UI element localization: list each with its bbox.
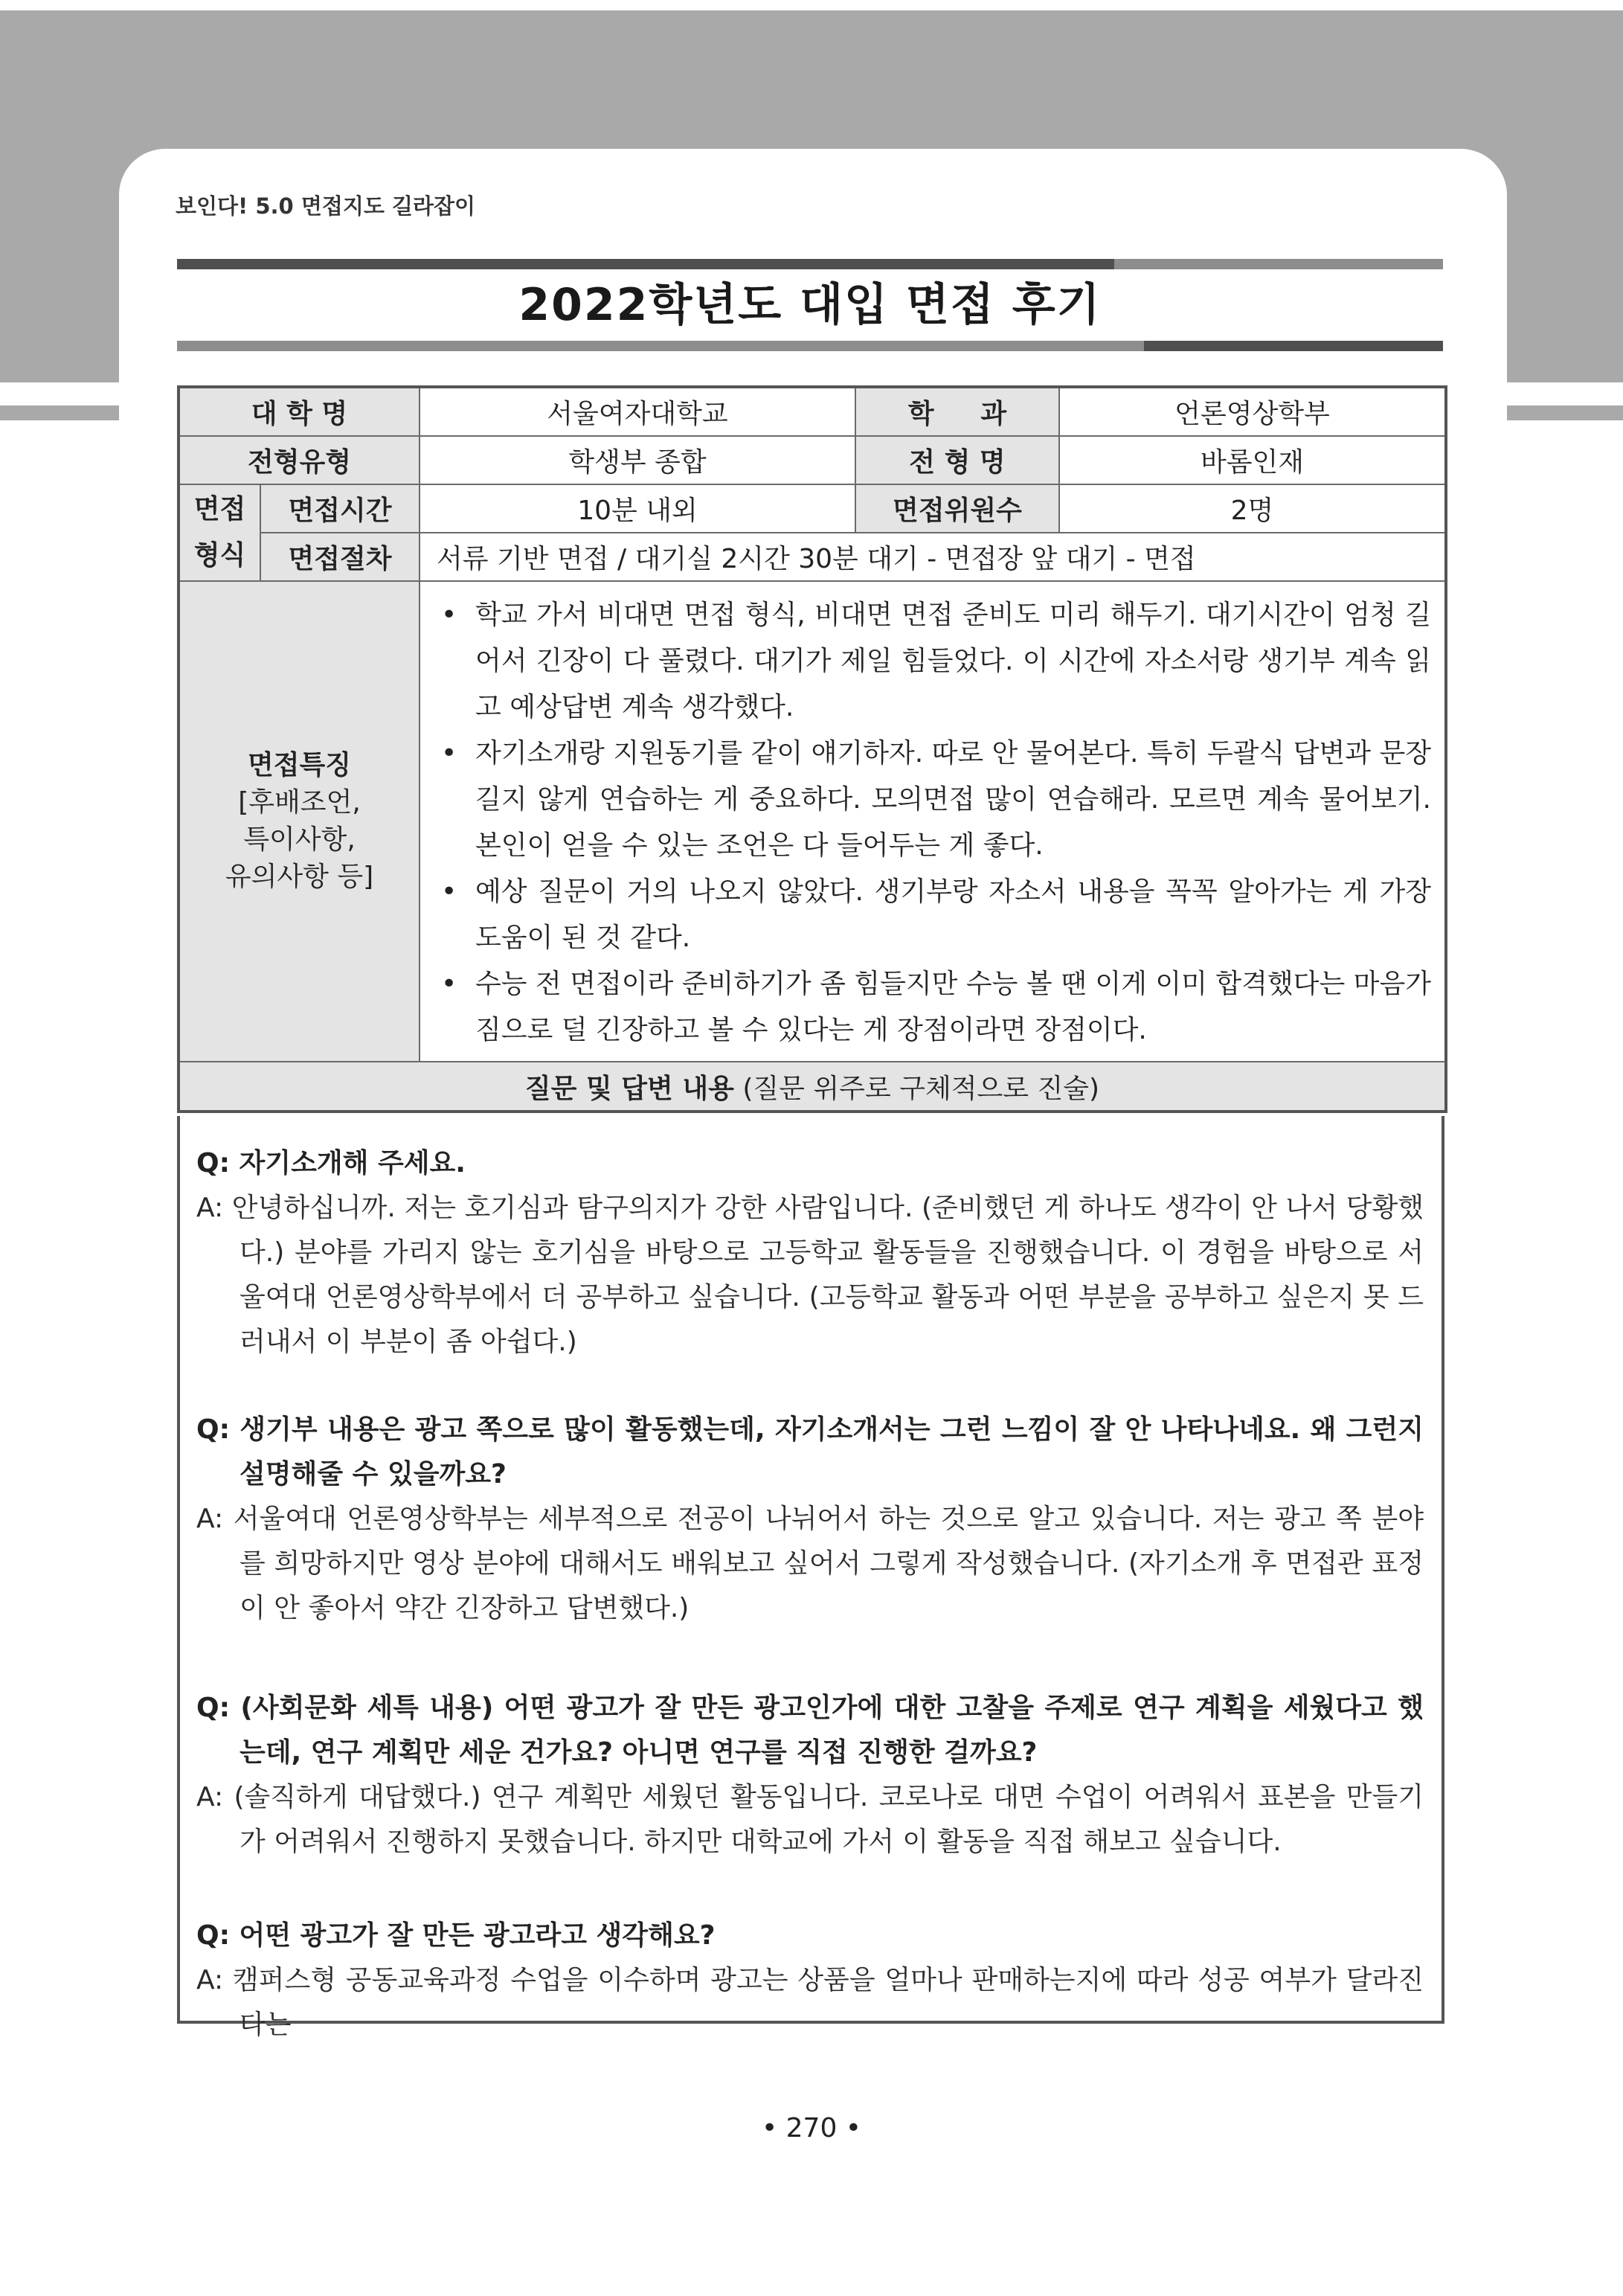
features-label-line2: 특이사항, (243, 824, 356, 855)
university-value: 서울여자대학교 (420, 387, 855, 436)
question: Q: 자기소개해 주세요. (196, 1148, 466, 1179)
interviewers-label: 면접위원수 (855, 484, 1059, 533)
feature-bullet: • 수능 전 면접이라 준비하기가 좀 힘들지만 수능 볼 땐 이게 이미 합격했다는 마음가짐으로 덜 긴장하고 볼 수 있다는 게 장점이라면 장점이다. (434, 961, 1431, 1054)
procedure-value: 서류 기반 면접 / 대기실 2시간 30분 대기 - 면접장 앞 대기 - 면접 (420, 533, 1446, 581)
question: Q: 생기부 내용은 광고 쪽으로 많이 활동했는데, 자기소개서는 그런 느낌이 잘 안 나타나네요. 왜 그런지 설명해줄 수 있을까요? (196, 1414, 1424, 1489)
answer: A: 서울여대 언론영상학부는 세부적으로 전공이 나뉘어서 하는 것으로 알고 있습니다. 저는 광고 쪽 분야를 희망하지만 영상 분야에 대해서도 배워보고 싶어서 그렇게 작성했습니다. (자기소개 후 면접관 표정이 안 좋아서 약간 긴장하고 답변했다.) (196, 1504, 1424, 1623)
procedure-label: 면접절차 (260, 533, 420, 581)
format-label-line2: 형식 (193, 540, 246, 571)
features-content (420, 581, 1446, 1062)
feature-bullet: • 예상 질문이 거의 나오지 않았다. 생기부랑 자소서 내용을 꼭꼭 알아가는 게 가장 도움이 된 것 같다. (434, 869, 1431, 961)
right-tab-bar (1507, 405, 1623, 420)
title-rule-bottom (177, 341, 1443, 351)
interview-time-value: 10분 내외 (420, 484, 855, 533)
interviewers-value: 2명 (1059, 484, 1446, 533)
qa-header-note: (질문 위주로 구체적으로 진술) (733, 1073, 1100, 1104)
answer: A: 캠퍼스형 공동교육과정 수업을 이수하며 광고는 상품을 얼마나 판매하는지에 따라 성공 여부가 달라진다는 (196, 1965, 1424, 2040)
admission-name-value: 바롬인재 (1059, 436, 1446, 484)
qa-item (196, 1914, 1424, 2048)
qa-item (196, 1686, 1424, 1864)
question: Q: 어떤 광고가 잘 만든 광고라고 생각해요? (196, 1920, 716, 1951)
format-label-line1: 면접 (193, 494, 246, 525)
title-rule-top (177, 259, 1443, 269)
qa-header-bold: 질문 및 답변 내용 (524, 1073, 734, 1104)
admission-type-value: 학생부 종합 (420, 436, 855, 484)
qa-item (196, 1141, 1424, 1365)
department-label: 학 과 (855, 387, 1059, 436)
features-label-line3: 유의사항 등] (225, 862, 374, 892)
answer: A: 안녕하십니까. 저는 호기심과 탐구의지가 강한 사람입니다. (준비했던 게 하나도 생각이 안 나서 당황했다.) 분야를 가리지 않는 호기심을 바탕으로 고등학교 활동들을 진행했습니다. 이 경험을 바탕으로 서울여대 언론영상학부에서 더 공부하고 싶습니다. (고등학교 활동과 어떤 부분을 공부하고 싶은지 못 드러내서 이 부분이 좀 아쉽다.) (196, 1193, 1424, 1357)
qa-section-header (179, 1062, 1446, 1112)
interview-format-label (179, 484, 260, 581)
interview-info-table (177, 385, 1447, 1113)
features-label-line1: [후배조언, (238, 787, 361, 818)
feature-bullet: • 자기소개랑 지원동기를 같이 얘기하자. 따로 안 물어본다. 특히 두괄식 답변과 문장 길지 않게 연습하는 게 중요하다. 모의면접 많이 연습해라. 모르면 계속 물어보기. 본인이 얻을 수 있는 조언은 다 들어두는 게 좋다. (434, 731, 1431, 869)
page-number: • 270 • (761, 2113, 862, 2143)
qa-section (177, 1116, 1444, 2040)
question: Q: (사회문화 세특 내용) 어떤 광고가 잘 만든 광고인가에 대한 고찰을 주제로 연구 계획을 세웠다고 했는데, 연구 계획만 세운 건가요? 아니면 연구를 직접 진행한 걸까요? (196, 1693, 1424, 1768)
features-label (179, 581, 420, 1062)
department-value: 언론영상학부 (1059, 387, 1446, 436)
document-title: 2022학년도 대입 면접 후기 (518, 279, 1102, 331)
interview-time-label: 면접시간 (260, 484, 420, 533)
admission-type-label: 전형유형 (179, 436, 420, 484)
university-label: 대 학 명 (179, 387, 420, 436)
feature-bullet: • 학교 가서 비대면 면접 형식, 비대면 면접 준비도 미리 해두기. 대기시간이 엄청 길어서 긴장이 다 풀렸다. 대기가 제일 힘들었다. 이 시간에 자소서랑 생기부 계속 읽고 예상답변 계속 생각했다. (434, 592, 1431, 731)
qa-item (196, 1408, 1424, 1631)
admission-name-label: 전 형 명 (855, 436, 1059, 484)
running-head: 보인다! 5.0 면접지도 길라잡이 (176, 193, 476, 219)
features-label-title: 면접특징 (247, 750, 352, 780)
answer: A: (솔직하게 대답했다.) 연구 계획만 세웠던 활동입니다. 코로나로 대면 수업이 어려워서 표본을 만들기가 어려워서 진행하지 못했습니다. 하지만 대학교에 가서 이 활동을 직접 해보고 싶습니다. (196, 1782, 1424, 1857)
left-tab-bar (0, 405, 119, 420)
